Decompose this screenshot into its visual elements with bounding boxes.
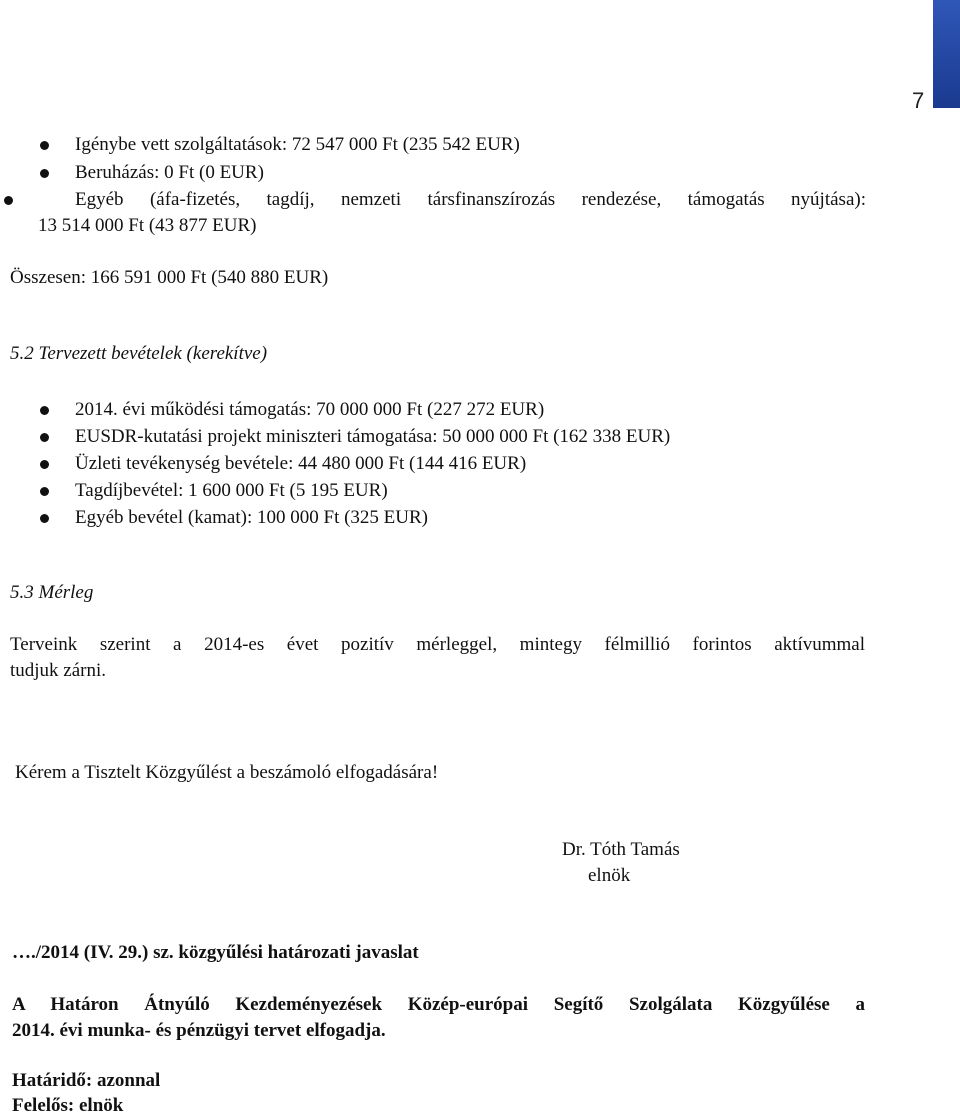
bullet-icon	[40, 141, 49, 150]
resolution-body-line1: A Határon Átnyúló Kezdeményezések Közép-európai Segítő Szolgálata Közgyűlése a	[12, 994, 865, 1015]
bullet-icon	[40, 514, 49, 523]
income-item: Tagdíjbevétel: 1 600 000 Ft (5 195 EUR)	[75, 480, 388, 501]
cost-item: Egyéb (áfa-fizetés, tagdíj, nemzeti társfinanszírozás rendezése, támogatás nyújtása):	[75, 189, 866, 210]
section-heading: 5.2 Tervezett bevételek (kerekítve)	[10, 343, 268, 364]
balance-paragraph-line1: Terveink szerint a 2014-es évet pozitív mérleggel, mintegy félmillió forintos aktívummal	[10, 634, 865, 655]
income-item: 2014. évi működési támogatás: 70 000 000 Ft (227 272 EUR)	[75, 399, 545, 420]
signature-role: elnök	[588, 865, 631, 886]
cost-item: Beruházás: 0 Ft (0 EUR)	[75, 162, 264, 183]
resolution-body-line2: 2014. évi munka- és pénzügyi tervet elfogadja.	[12, 1020, 386, 1041]
bullet-icon	[40, 169, 49, 178]
cost-item-continuation: 13 514 000 Ft (43 877 EUR)	[38, 215, 257, 236]
income-item: Üzleti tevékenység bevétele: 44 480 000 Ft (144 416 EUR)	[75, 453, 527, 474]
cost-total: Összesen: 166 591 000 Ft (540 880 EUR)	[10, 267, 329, 288]
bullet-icon	[40, 487, 49, 496]
balance-paragraph-line2: tudjuk zárni.	[10, 660, 107, 681]
bullet-icon	[40, 433, 49, 442]
income-item: EUSDR-kutatási projekt miniszteri támogatása: 50 000 000 Ft (162 338 EUR)	[75, 426, 671, 447]
resolution-deadline: Határidő: azonnal	[12, 1070, 161, 1091]
corner-bar	[933, 0, 960, 108]
bullet-icon	[4, 196, 13, 205]
resolution-responsible: Felelős: elnök	[12, 1095, 124, 1116]
cost-item: Igénybe vett szolgáltatások: 72 547 000 Ft (235 542 EUR)	[75, 134, 520, 155]
bullet-icon	[40, 460, 49, 469]
resolution-title: …./2014 (IV. 29.) sz. közgyűlési határozati javaslat	[12, 942, 419, 963]
request-text: Kérem a Tisztelt Közgyűlést a beszámoló elfogadására!	[15, 762, 439, 783]
bullet-icon	[40, 406, 49, 415]
section-heading: 5.3 Mérleg	[10, 582, 94, 603]
income-item: Egyéb bevétel (kamat): 100 000 Ft (325 EUR)	[75, 507, 429, 528]
signature-name: Dr. Tóth Tamás	[562, 839, 680, 860]
page-number: 7	[912, 88, 925, 113]
